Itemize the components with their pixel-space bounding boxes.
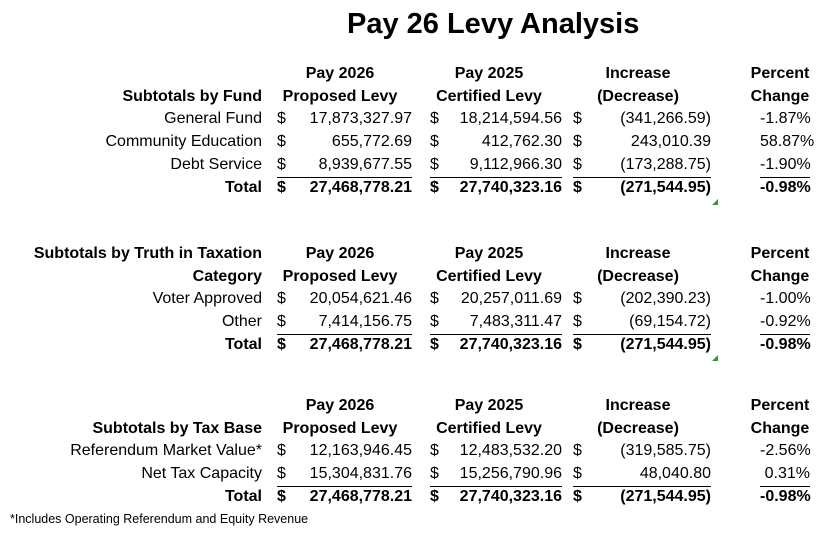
col-header-increase-line2: (Decrease) bbox=[597, 419, 679, 437]
section-label-line2: Subtotals by Fund bbox=[122, 87, 262, 105]
currency-symbol: $ bbox=[573, 335, 582, 353]
section-label-line2: Category bbox=[192, 267, 262, 285]
col-header-certified-line1: Pay 2025 bbox=[454, 65, 524, 82]
col-header-certified-line1: Pay 2025 bbox=[454, 397, 524, 414]
certified-value: 27,740,323.16 bbox=[459, 178, 562, 196]
col-header-proposed-line2: Proposed Levy bbox=[282, 419, 398, 437]
currency-symbol: $ bbox=[430, 133, 439, 151]
currency-symbol: $ bbox=[430, 155, 562, 178]
currency-symbol: $ bbox=[277, 110, 286, 128]
currency-symbol: $ bbox=[277, 178, 286, 196]
increase-value: (319,585.75) bbox=[620, 442, 711, 460]
table-row-label: Other bbox=[221, 313, 262, 331]
col-header-certified-line2: Certified Levy bbox=[436, 267, 542, 285]
currency-symbol: $ bbox=[430, 464, 562, 487]
increase-value: (69,154.72) bbox=[629, 313, 711, 331]
col-header-increase-line1: Increase bbox=[605, 65, 671, 82]
currency-symbol: $ bbox=[573, 442, 582, 460]
currency-symbol: $ bbox=[277, 442, 286, 460]
proposed-value: 27,468,778.21 bbox=[309, 335, 412, 353]
percent-value: -0.92% bbox=[760, 312, 810, 335]
col-header-percent-line1: Percent bbox=[750, 397, 810, 414]
col-header-increase-line2: (Decrease) bbox=[597, 267, 679, 285]
table-row-label: Debt Service bbox=[170, 155, 262, 173]
col-header-certified-line2: Certified Levy bbox=[436, 87, 542, 105]
table-row-label: Voter Approved bbox=[152, 290, 262, 308]
increase-value: (341,266.59) bbox=[620, 110, 711, 128]
currency-symbol: $ bbox=[277, 464, 412, 487]
table-row-label: Community Education bbox=[105, 133, 262, 151]
increase-value: (271,544.95) bbox=[620, 335, 711, 353]
total-row-label: Total bbox=[224, 178, 262, 196]
currency-symbol: $ bbox=[430, 110, 439, 128]
currency-symbol: $ bbox=[430, 335, 439, 353]
certified-value: 27,740,323.16 bbox=[459, 335, 562, 353]
increase-value: 243,010.39 bbox=[630, 133, 711, 151]
col-header-proposed-line1: Pay 2026 bbox=[305, 397, 375, 414]
percent-value: 0.31% bbox=[760, 464, 810, 487]
currency-symbol: $ bbox=[430, 178, 439, 196]
col-header-percent-line1: Percent bbox=[750, 245, 810, 262]
certified-value: 20,257,011.69 bbox=[460, 290, 562, 308]
total-row-label: Total bbox=[224, 487, 262, 505]
proposed-value: 15,304,831.76 bbox=[309, 465, 412, 483]
section-label-line1: Subtotals by Truth in Taxation bbox=[33, 245, 262, 262]
certified-value: 412,762.30 bbox=[481, 133, 562, 151]
certified-value: 15,256,790.96 bbox=[459, 465, 562, 483]
currency-symbol: $ bbox=[573, 110, 582, 128]
col-header-proposed-line2: Proposed Levy bbox=[282, 267, 398, 285]
table-row-label: Referendum Market Value* bbox=[70, 442, 262, 460]
table-row-label: Net Tax Capacity bbox=[141, 465, 262, 483]
certified-value: 18,214,594.56 bbox=[459, 110, 562, 128]
section-label-line2: Subtotals by Tax Base bbox=[92, 419, 262, 437]
currency-symbol: $ bbox=[430, 487, 439, 505]
col-header-increase-line1: Increase bbox=[605, 245, 671, 262]
comment-marker-icon bbox=[712, 199, 718, 205]
increase-value: 48,040.80 bbox=[639, 465, 711, 483]
increase-value: (271,544.95) bbox=[620, 178, 711, 196]
percent-value: -2.56% bbox=[760, 442, 811, 460]
currency-symbol: $ bbox=[277, 133, 286, 151]
currency-symbol: $ bbox=[430, 290, 439, 308]
footnote: *Includes Operating Referendum and Equity Revenue bbox=[10, 512, 309, 526]
currency-symbol: $ bbox=[430, 442, 439, 460]
certified-value: 9,112,966.30 bbox=[469, 155, 562, 173]
currency-symbol: $ bbox=[573, 155, 711, 178]
proposed-value: 27,468,778.21 bbox=[309, 487, 412, 505]
proposed-value: 12,163,946.45 bbox=[309, 442, 412, 460]
col-header-percent-line2: Change bbox=[750, 419, 810, 437]
col-header-proposed-line1: Pay 2026 bbox=[305, 65, 375, 82]
col-header-percent-line2: Change bbox=[750, 87, 810, 105]
certified-value: 27,740,323.16 bbox=[459, 487, 562, 505]
percent-value: -1.00% bbox=[760, 290, 811, 308]
proposed-value: 8,939,677.55 bbox=[318, 155, 412, 173]
col-header-certified-line2: Certified Levy bbox=[436, 419, 542, 437]
increase-value: (271,544.95) bbox=[620, 487, 711, 505]
currency-symbol: $ bbox=[573, 290, 582, 308]
currency-symbol: $ bbox=[573, 312, 711, 335]
currency-symbol: $ bbox=[277, 155, 412, 178]
section-label-line1 bbox=[2, 64, 262, 86]
col-header-certified-line1: Pay 2025 bbox=[454, 245, 524, 262]
currency-symbol: $ bbox=[573, 464, 711, 487]
currency-symbol: $ bbox=[573, 178, 582, 196]
currency-symbol: $ bbox=[277, 312, 412, 335]
proposed-value: 20,054,621.46 bbox=[309, 290, 412, 308]
proposed-value: 7,414,156.75 bbox=[318, 313, 412, 331]
proposed-value: 655,772.69 bbox=[331, 133, 412, 151]
percent-value: -0.98% bbox=[760, 178, 811, 196]
certified-value: 7,483,311.47 bbox=[469, 313, 562, 331]
comment-marker-icon bbox=[712, 355, 718, 361]
col-header-percent-line2: Change bbox=[750, 267, 810, 285]
col-header-increase-line2: (Decrease) bbox=[597, 87, 679, 105]
currency-symbol: $ bbox=[277, 335, 286, 353]
section-label-line1 bbox=[2, 396, 262, 418]
col-header-proposed-line2: Proposed Levy bbox=[282, 87, 398, 105]
percent-value: 58.87% bbox=[760, 133, 815, 151]
increase-value: (202,390.23) bbox=[620, 290, 711, 308]
percent-value: -1.90% bbox=[760, 155, 810, 178]
percent-value: -0.98% bbox=[760, 487, 811, 505]
percent-value: -1.87% bbox=[760, 110, 811, 128]
percent-value: -0.98% bbox=[760, 335, 811, 353]
currency-symbol: $ bbox=[277, 290, 286, 308]
currency-symbol: $ bbox=[573, 487, 582, 505]
col-header-proposed-line1: Pay 2026 bbox=[305, 245, 375, 262]
proposed-value: 17,873,327.97 bbox=[309, 110, 412, 128]
total-row-label: Total bbox=[224, 335, 262, 353]
table-row-label: General Fund bbox=[164, 110, 262, 128]
currency-symbol: $ bbox=[573, 133, 582, 151]
col-header-percent-line1: Percent bbox=[750, 65, 810, 82]
certified-value: 12,483,532.20 bbox=[459, 442, 562, 460]
currency-symbol: $ bbox=[430, 312, 562, 335]
col-header-increase-line1: Increase bbox=[605, 397, 671, 414]
proposed-value: 27,468,778.21 bbox=[309, 178, 412, 196]
increase-value: (173,288.75) bbox=[620, 155, 711, 173]
currency-symbol: $ bbox=[277, 487, 286, 505]
